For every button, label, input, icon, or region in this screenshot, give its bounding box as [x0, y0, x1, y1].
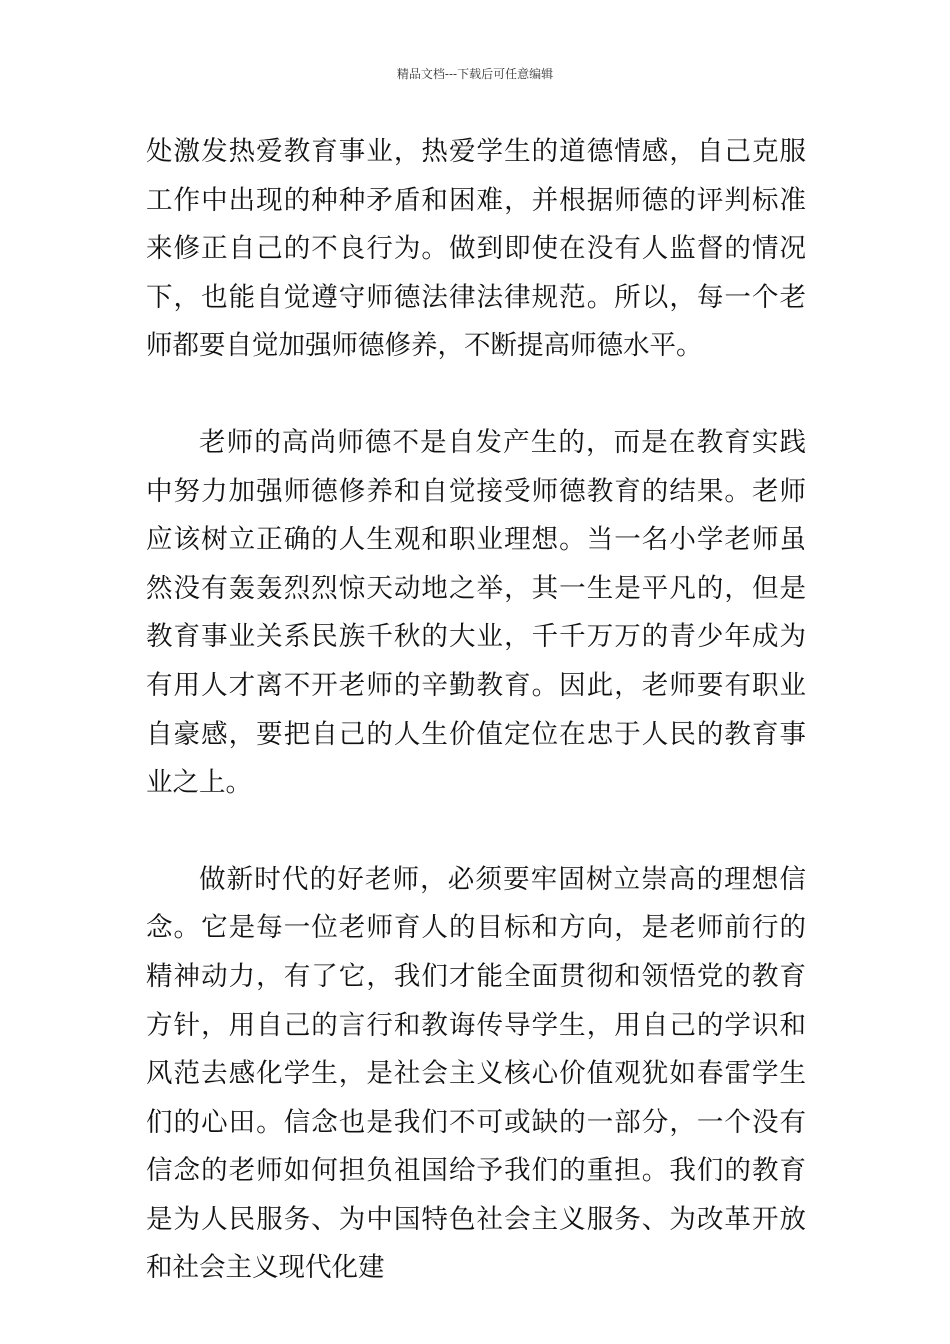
paragraph: 做新时代的好老师，必须要牢固树立崇高的理想信念。它是每一位老师育人的目标和方向，是老师前行的精神动力，有了它，我们才能全面贯彻和领悟党的教育方针，用自己的言行和教诲传导学生，用自己的学识和风范去感化学生，是社会主义核心价值观犹如春雷学生们的心田。信念也是我们不可或缺的一部分，一个没有信念的老师如何担负祖国给予我们的重担。我们的教育是为人民服务、为中国特色社会主义服务、为改革开放和社会主义现代化建	[146, 863, 806, 1284]
document-body	[146, 128, 806, 1293]
paragraph-continued: 处激发热爱教育事业，热爱学生的道德情感，自己克服工作中出现的种种矛盾和困难，并根据师德的评判标准来修正自己的不良行为。做到即使在没有人监督的情况下，也能自觉遵守师德法律法律规范。所以，每一个老师都要自觉加强师德修养，不断提高师德水平。	[146, 136, 806, 362]
paragraph: 老师的高尚师德不是自发产生的，而是在教育实践中努力加强师德修养和自觉接受师德教育的结果。老师应该树立正确的人生观和职业理想。当一名小学老师虽然没有轰轰烈烈惊天动地之举，其一生是平凡的，但是教育事业关系民族千秋的大业，千千万万的青少年成为有用人才离不开老师的辛勤教育。因此，老师要有职业自豪感，要把自己的人生价值定位在忠于人民的教育事业之上。	[146, 426, 806, 799]
page-header: 精品文档---下载后可任意编辑	[396, 67, 554, 81]
